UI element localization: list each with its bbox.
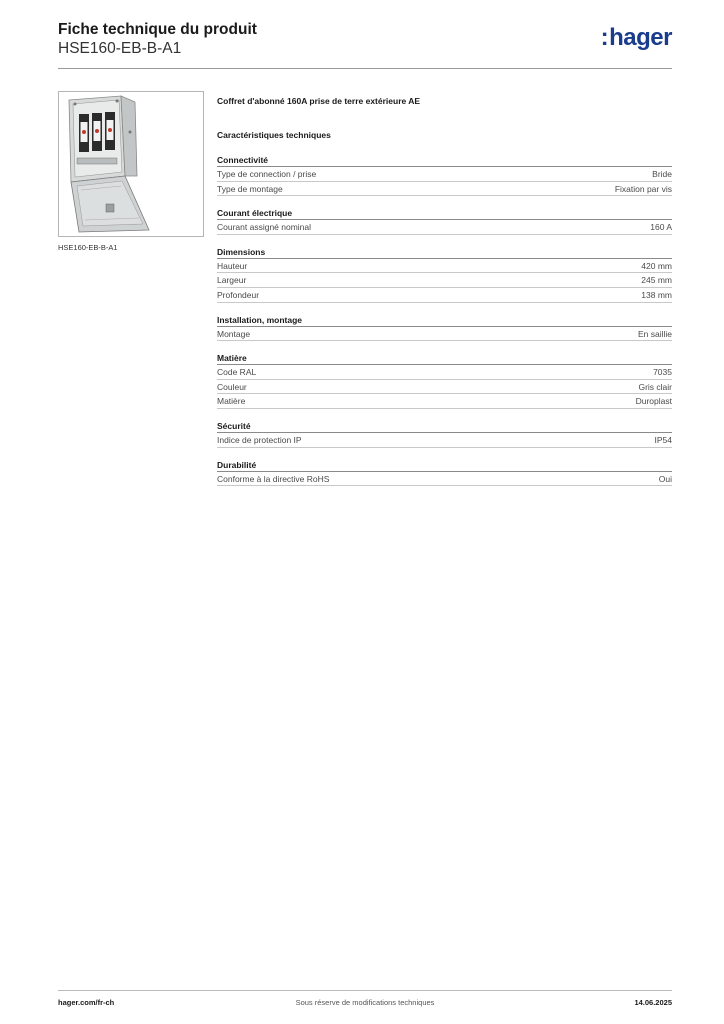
section-dimensions [217, 245, 672, 303]
spec-row [217, 380, 672, 395]
spec-label: Code RAL [217, 367, 257, 378]
spec-value: 7035 [653, 367, 672, 378]
section-durabilite [217, 458, 672, 487]
hager-logo [601, 25, 672, 51]
spec-row [217, 472, 672, 487]
spec-label: Profondeur [217, 289, 260, 300]
section-connectivite [217, 153, 672, 196]
product-reference: HSE160-EB-B-A1 [58, 40, 182, 57]
spec-row [217, 273, 672, 288]
product-description: Coffret d'abonné 160A prise de terre extérieure AE [217, 96, 421, 106]
enclosure-illustration [59, 92, 203, 236]
page-header [58, 21, 672, 69]
technical-characteristics-heading: Caractéristiques techniques [217, 130, 331, 140]
spec-row [217, 365, 672, 380]
image-caption: HSE160-EB-B-A1 [58, 243, 118, 252]
spec-value: 420 mm [641, 260, 672, 271]
footer-disclaimer: Sous réserve de modifications techniques [295, 998, 435, 1007]
spec-label: Type de connection / prise [217, 169, 317, 179]
footer-date: 14.06.2025 [634, 998, 672, 1007]
product-image [58, 91, 204, 237]
section-title: Sécurité [217, 419, 672, 433]
spec-label: Conforme à la directive RoHS [217, 473, 330, 484]
spec-value: Oui [658, 473, 672, 484]
spec-value: 138 mm [641, 289, 672, 300]
section-title: Connectivité [217, 153, 672, 167]
document-title: Fiche technique du produit [58, 21, 257, 38]
spec-label: Couleur [217, 381, 247, 392]
section-courant-electrique [217, 206, 672, 235]
spec-value: 245 mm [641, 275, 672, 286]
logo-text: hager [609, 24, 672, 51]
spec-label: Montage [217, 328, 251, 339]
specifications-panel [217, 95, 672, 486]
footer-website-link[interactable]: hager.com/fr-ch [58, 998, 115, 1007]
section-title: Dimensions [217, 245, 672, 259]
section-title: Courant électrique [217, 206, 672, 220]
spec-label: Type de montage [217, 183, 283, 194]
footer-divider [58, 990, 672, 991]
spec-row [217, 259, 672, 274]
section-securite [217, 419, 672, 448]
spec-row [217, 167, 672, 182]
section-title: Durabilité [217, 458, 672, 472]
spec-value: Duroplast [635, 396, 672, 407]
spec-label: Courant assigné nominal [217, 222, 312, 233]
spec-label: Indice de protection IP [217, 434, 302, 445]
logo-colon-icon: : [600, 24, 609, 51]
spec-row [217, 220, 672, 235]
header-divider [58, 68, 672, 69]
spec-label: Largeur [217, 275, 247, 286]
section-title: Matière [217, 351, 672, 365]
spec-row [217, 288, 672, 303]
spec-label: Matière [217, 396, 246, 407]
spec-value: Gris clair [638, 381, 672, 392]
spec-row [217, 394, 672, 409]
spec-label: Hauteur [217, 260, 248, 271]
spec-value: Fixation par vis [614, 183, 672, 194]
section-matiere [217, 351, 672, 409]
spec-value: En saillie [637, 328, 672, 339]
spec-value: IP54 [654, 434, 672, 445]
section-installation-montage [217, 313, 672, 342]
spec-value: Bride [652, 169, 672, 179]
section-title: Installation, montage [217, 313, 672, 327]
spec-value: 160 A [650, 222, 672, 233]
spec-row [217, 433, 672, 448]
spec-row [217, 327, 672, 342]
spec-row [217, 182, 672, 197]
